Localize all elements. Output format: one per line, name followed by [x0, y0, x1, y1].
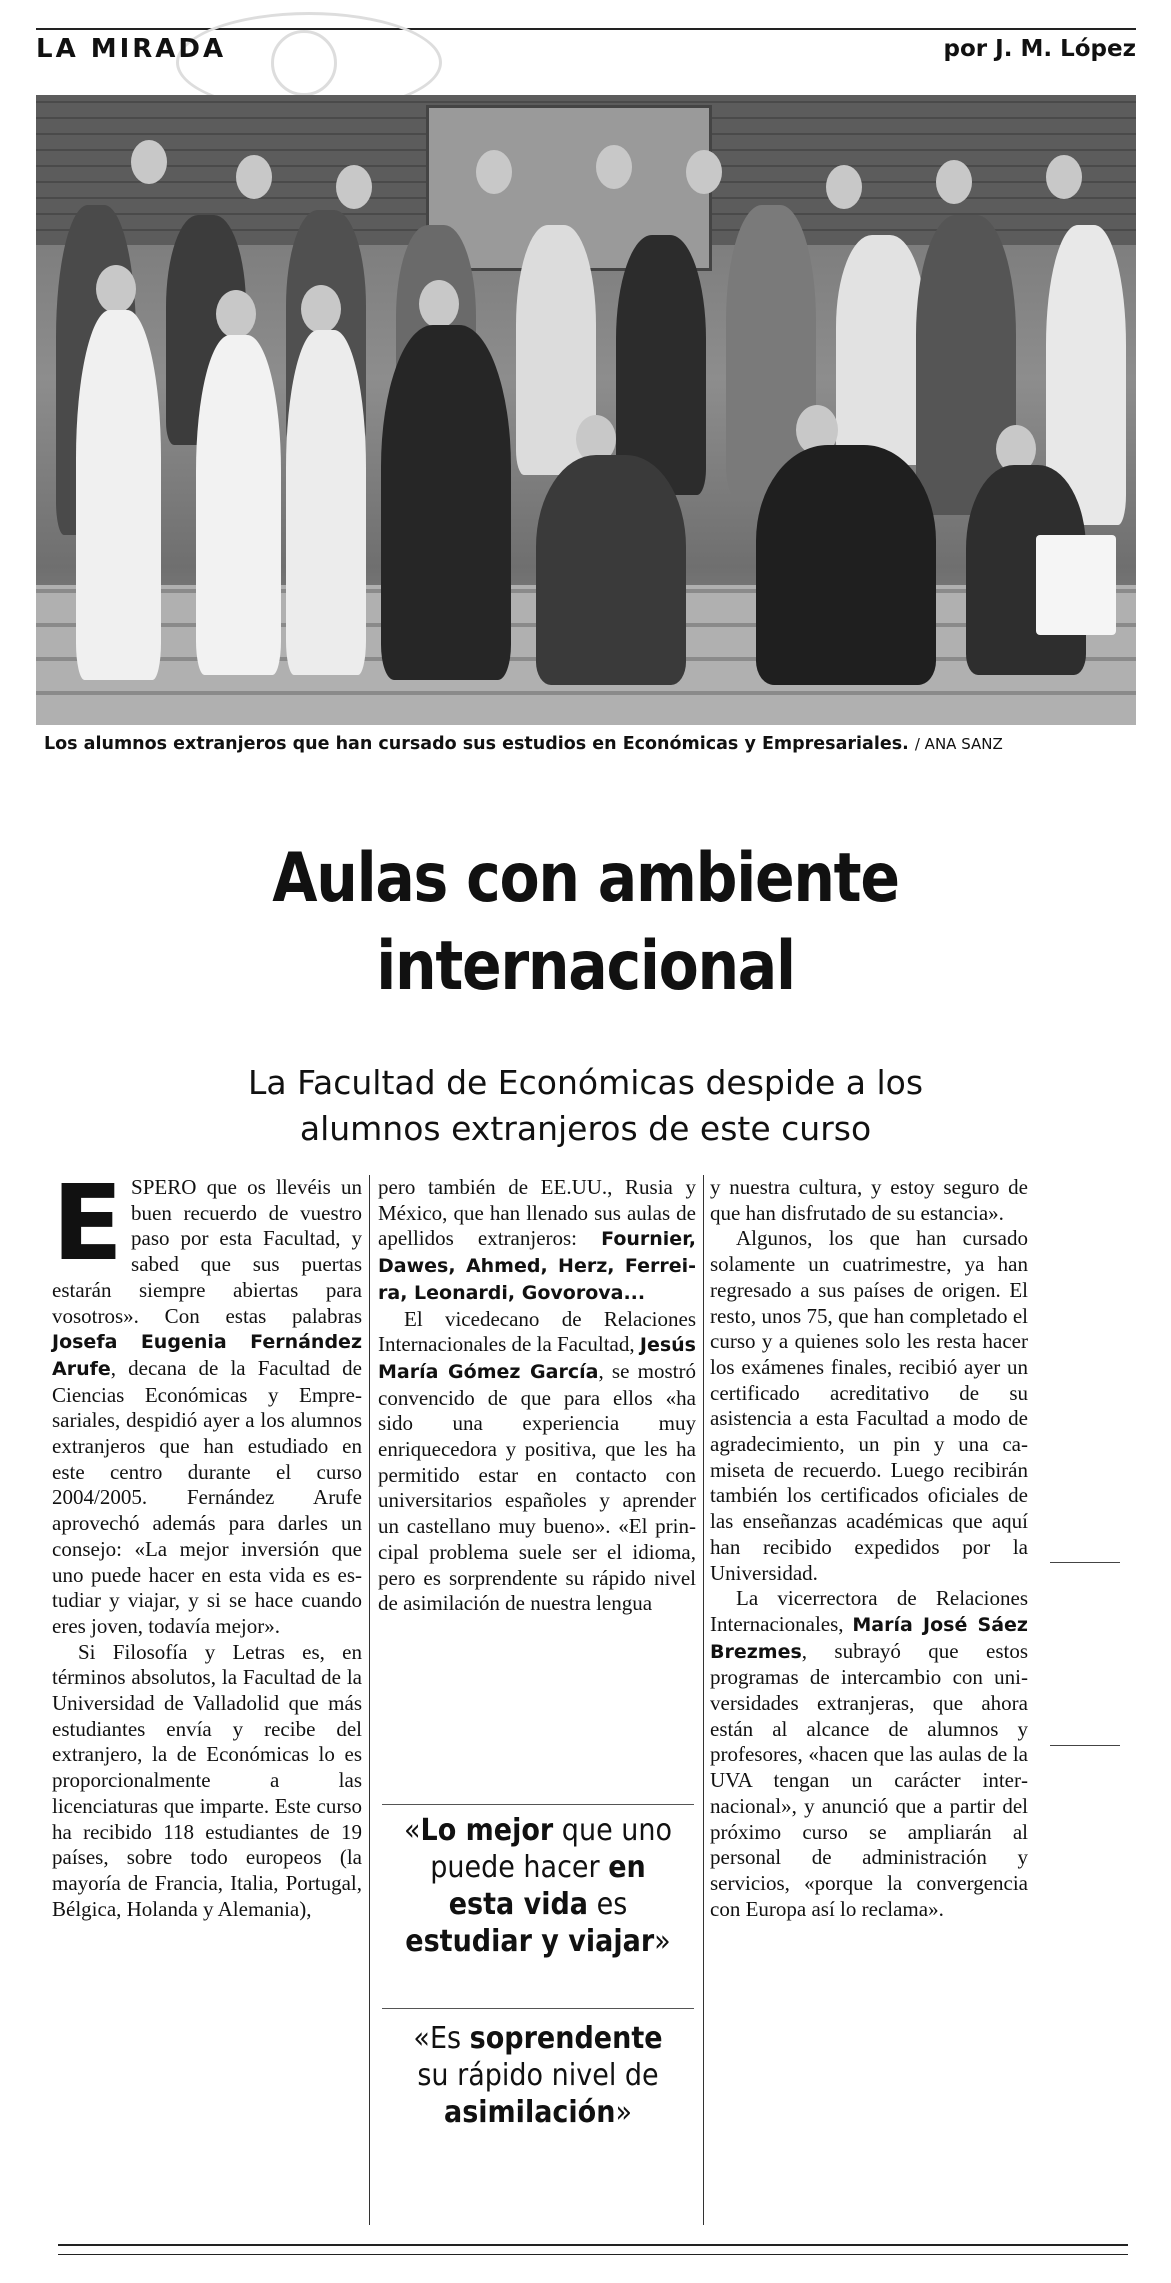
- pullquote-rule: [382, 2008, 694, 2009]
- subheadline-line-1: La Facultad de Económicas despide a los: [247, 1063, 924, 1102]
- photo-figure: [936, 160, 972, 204]
- photo-figure: [301, 285, 341, 333]
- subheadline-line-2: alumnos extranjeros de este curso: [299, 1109, 872, 1148]
- quote-bold: Lo mejor: [420, 1813, 554, 1848]
- article-column-2: [378, 1175, 696, 1617]
- quote-bold: estudiar y viajar: [405, 1924, 655, 1959]
- text-run: SPERO que os llevéis un buen recuerdo de vuestro paso por esta Facultad, y sabed que sus puertas estarán siempre abiertas para vosotros». Con estas palabras: [52, 1175, 362, 1328]
- photo-figure: [596, 145, 632, 189]
- photo-figure: [196, 335, 281, 675]
- paragraph: y nuestra cultura, y estoy seguro de que han disfrutado de su estancia».: [710, 1175, 1028, 1225]
- text-run: pero también de EE.UU., Rusia y México, que han llenado sus aulas de apellidos extranjeros:: [378, 1175, 696, 1251]
- photo-credit: / ANA SANZ: [914, 735, 1003, 753]
- surname-list: Fournier, Dawes, Ahmed, Herz, Ferreira, Leonardi, Govorova...: [378, 1228, 696, 1304]
- section-title: LA MIRADA: [36, 34, 227, 64]
- quote-text: es: [588, 1887, 628, 1922]
- article-column-1: [52, 1162, 362, 1922]
- eye-pupil-icon: [271, 30, 337, 96]
- bottom-rule: [58, 2244, 1128, 2246]
- photo-figure: [216, 290, 256, 338]
- photo-caption: [44, 734, 1134, 754]
- photo-figure: [286, 330, 366, 675]
- person-name: María José Sáez Brezmes: [710, 1613, 1028, 1663]
- text-run: La vicerrectora de Relaciones Internacionales,: [710, 1586, 1028, 1636]
- text-run: , se mostró convencido de que para ellos «ha sido una experiencia muy enriquecedora y positiva, que les ha permitido estar en contacto con universitarios españoles y aprender un castellano muy bueno». «El principal problema suele ser el idioma, pero es sorprendente su rápido nivel de asimilación de nuestra lengua: [378, 1358, 697, 1616]
- paragraph: [710, 1586, 1028, 1922]
- quote-mark: «: [403, 1813, 421, 1848]
- photo-figure: [686, 150, 722, 194]
- text-run: El vicedecano de Relaciones Internacionales de la Facultad,: [378, 1306, 696, 1357]
- photo-figure: [826, 165, 862, 209]
- quote-text: «Es: [413, 2021, 470, 2056]
- subheadline: [0, 1060, 1171, 1152]
- paragraph: Si Filosofía y Letras es, en términos absolutos, la Facultad de la Universidad de Valladolid que más estudiantes envía y recibe del extranjero, la de Económicas lo es proporcionalmente a las licenciaturas que imparte. Este curso ha recibido 118 estudiantes de 19 países, sobre todo europeos (la mayoría de Francia, Italia, Portugal, Bélgica, Holanda y Alemania),: [52, 1639, 362, 1921]
- person-name: Jesús María Gómez García: [378, 1334, 696, 1383]
- person-name: Josefa Eugenia Fernández Arufe: [52, 1331, 362, 1380]
- margin-mark: [1050, 1745, 1120, 1746]
- bottom-rule: [58, 2254, 1128, 2255]
- photo-figure: [381, 325, 511, 680]
- caption-text: Los alumnos extranjeros que han cursado sus estudios en Económicas y Empresariales.: [44, 734, 909, 754]
- margin-mark: [1050, 1562, 1120, 1563]
- headline: [82, 835, 1089, 1011]
- paragraph: [52, 1162, 362, 1640]
- quote-text: su rápido nivel de: [417, 2058, 659, 2093]
- paragraph: [378, 1175, 696, 1307]
- group-photo: [36, 95, 1136, 725]
- pullquote-rule: [382, 1804, 694, 1805]
- author-byline: por J. M. López: [943, 36, 1136, 62]
- paragraph: Algunos, los que han cursado solamente un cuatrimestre, ya han regresado a sus países de origen. El resto, unos 75, que han completado el curso y a quienes solo les resta hacer los exámenes finales, recibió ayer un certificado acreditativo de su asistencia a esta Facultad a modo de agradecimiento, un pin y una camiseta de recuerdo. Luego recibirán también los certificados oficiales de las enseñanzas académicas que aquí han recibido expedidos por la Universidad.: [710, 1226, 1028, 1585]
- text-run: , decana de la Facultad de Ciencias Económicas y Empresariales, despidió ayer a los alumnos extranjeros que han estudiado en este centro durante el curso 2004/2005. Fernández Arufe aprovechó además para darles un consejo: «La mejor inversión que uno puede hacer en esta vida es estudiar y viajar, y si se hace cuando eres joven, todavía mejor».: [52, 1355, 362, 1638]
- photo-figure: [1046, 155, 1082, 199]
- article-column-3: [710, 1175, 1028, 1922]
- photo-figure: [96, 265, 136, 313]
- pull-quote-1: [398, 1812, 679, 1960]
- photo-figure: [76, 310, 161, 680]
- quote-mark: »: [615, 2095, 632, 2130]
- headline-line-1: Aulas con ambiente: [272, 839, 899, 918]
- quote-text: que uno puede hacer: [430, 1813, 673, 1885]
- quote-bold: en esta vida: [448, 1850, 646, 1922]
- photo-figure: [476, 150, 512, 194]
- photo-figure: [419, 280, 459, 328]
- photo-figure: [836, 235, 926, 465]
- pull-quote-2: [398, 2020, 679, 2131]
- quote-bold: soprendente: [469, 2021, 663, 2056]
- headline-line-2: internacional: [376, 927, 795, 1006]
- photo-figure: [236, 155, 272, 199]
- drop-cap: E: [52, 1162, 124, 1284]
- photo-figure: [536, 455, 686, 685]
- column-divider: [703, 1175, 704, 2225]
- photo-figure: [336, 165, 372, 209]
- photo-figure: [756, 445, 936, 685]
- quote-bold: asimilación: [444, 2095, 616, 2130]
- column-divider: [369, 1175, 370, 2225]
- text-run: , subrayó que estos programas de intercambio con universidades extranjeras, que ahora están al alcance de alumnos y profesores, «hacen que las aulas de la UVA tengan un carácter internacional», y anunció que a partir del próximo curso se ampliarán al personal de administración y servicios, «porque la convergencia con Europa así lo reclama».: [710, 1638, 1028, 1921]
- quote-mark: »: [654, 1924, 671, 1959]
- paragraph: [378, 1307, 696, 1617]
- photo-figure: [131, 140, 167, 184]
- section-header-bar: [36, 28, 1136, 76]
- photo-paper: [1036, 535, 1116, 635]
